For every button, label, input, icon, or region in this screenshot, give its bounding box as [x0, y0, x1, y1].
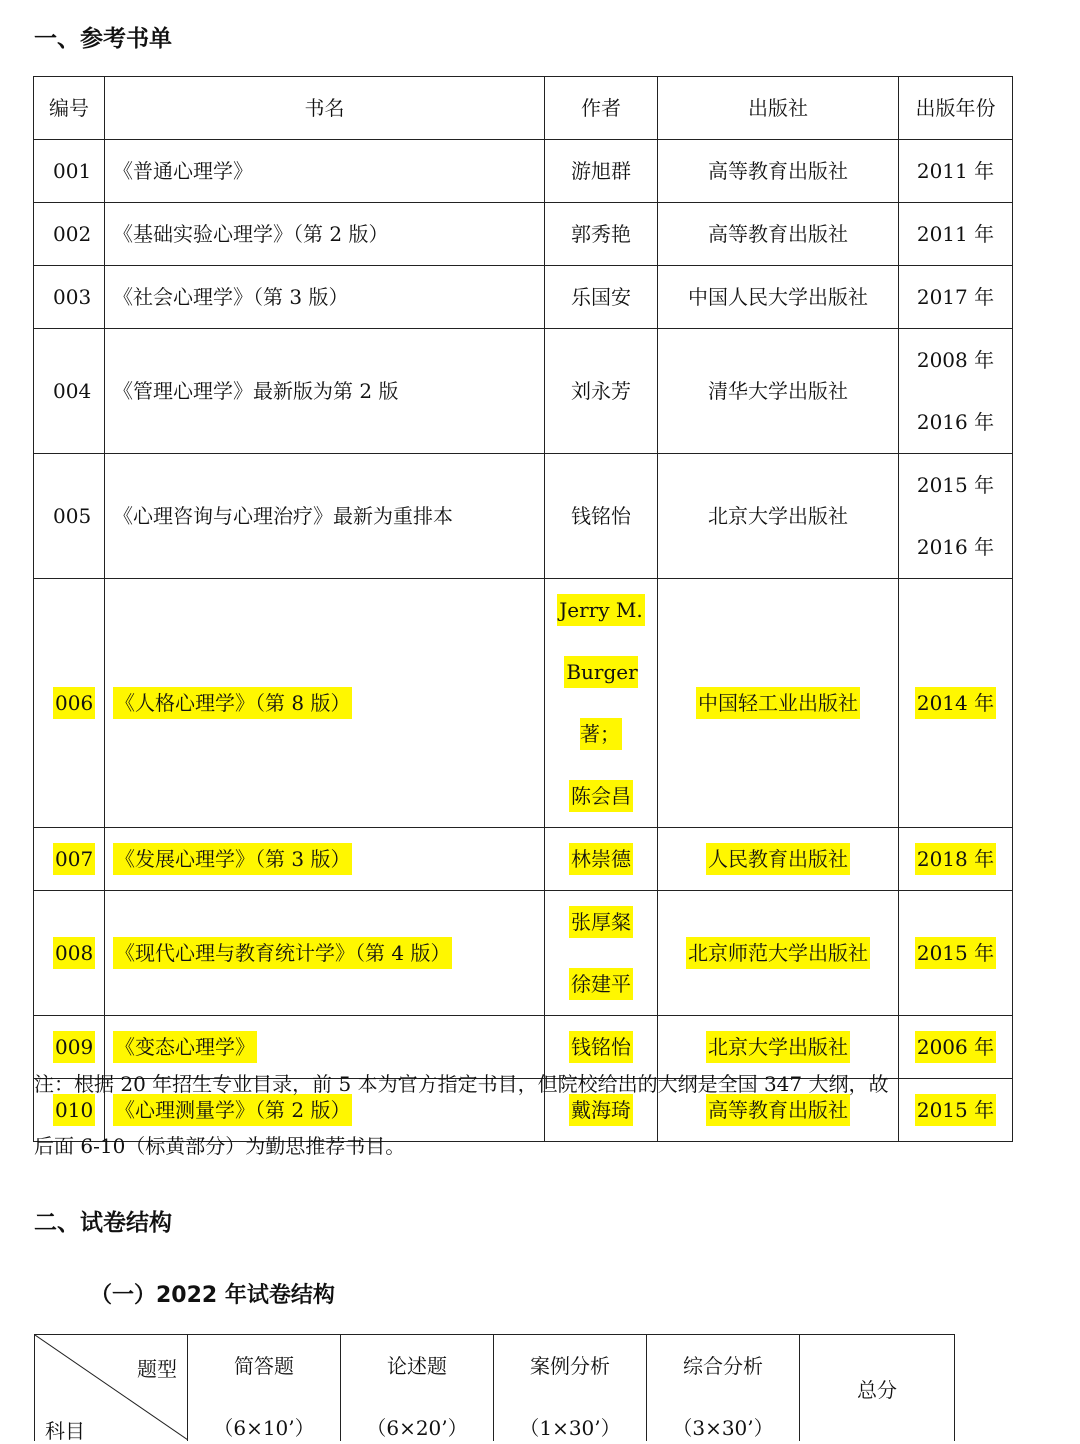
col-detail: （3×30’） [672, 1416, 774, 1440]
cell-text: 高等教育出版社 [706, 1094, 850, 1126]
col-detail: （6×10’） [213, 1416, 315, 1440]
col-case-analysis [494, 1335, 647, 1442]
col-comprehensive [647, 1335, 800, 1442]
booklist-body [34, 140, 1013, 1142]
note-line-2: 后面 6-10（标黄部分）为勤思推荐书目。 [34, 1134, 406, 1158]
header-author: 作者 [545, 77, 658, 140]
cell-text: 徐建平 [569, 968, 633, 1000]
cell-text: 006 [53, 687, 95, 719]
cell-text: 010 [53, 1094, 95, 1126]
cell-text: 《社会心理学》（第 3 版） [113, 285, 349, 309]
cell-publisher [658, 266, 899, 329]
cell-text: 2016 年 [916, 410, 995, 434]
cell-text: 北京师范大学出版社 [686, 937, 870, 969]
cell-author [545, 203, 658, 266]
cell-author [545, 454, 658, 579]
table-header-row [34, 77, 1013, 140]
cell-text: 002 [53, 222, 92, 246]
cell-year [899, 454, 1013, 579]
cell-text: 钱铭怡 [571, 504, 631, 528]
cell-line [545, 579, 657, 641]
cell-text: 郭秀艳 [571, 222, 631, 246]
subsection-title-2022: （一）2022 年试卷结构 [90, 1283, 335, 1308]
cell-text: 005 [53, 504, 92, 528]
cell-text: 乐国安 [571, 285, 631, 309]
cell-text: 2018 年 [915, 843, 996, 875]
cell-text: 《管理心理学》最新版为第 2 版 [113, 379, 399, 403]
cell-text: Jerry M. [557, 594, 644, 626]
cell-text: 2006 年 [915, 1031, 996, 1063]
cell-text: 007 [53, 843, 95, 875]
col-detail: （1×30’） [519, 1416, 621, 1440]
table-row [34, 579, 1013, 828]
cell-year [899, 579, 1013, 828]
cell-author [545, 329, 658, 454]
cell-text: 《现代心理与教育统计学》（第 4 版） [113, 937, 452, 969]
cell-text: 《变态心理学》 [113, 1031, 257, 1063]
cell-line [545, 953, 657, 1015]
cell-author [545, 579, 658, 828]
cell-line [899, 391, 1012, 453]
exam-structure-table [34, 1334, 955, 1441]
col-essay [341, 1335, 494, 1442]
cell-title [105, 828, 545, 891]
cell-line [545, 891, 657, 953]
corner-cell [35, 1335, 188, 1442]
cell-text: 陈会昌 [569, 780, 633, 812]
cell-text: 2017 年 [916, 285, 995, 309]
cell-text: 游旭群 [571, 159, 631, 183]
cell-title [105, 891, 545, 1016]
cell-text: 004 [53, 379, 92, 403]
col-short-answer [188, 1335, 341, 1442]
cell-text: 中国人民大学出版社 [688, 285, 868, 309]
cell-text: 《心理测量学》（第 2 版） [113, 1094, 352, 1126]
cell-id [34, 203, 105, 266]
cell-author [545, 891, 658, 1016]
cell-text: 戴海琦 [569, 1094, 633, 1126]
cell-text: 中国轻工业出版社 [696, 687, 860, 719]
cell-text: 2011 年 [916, 159, 995, 183]
exam-header-row [35, 1335, 955, 1442]
cell-text: 《人格心理学》（第 8 版） [113, 687, 352, 719]
cell-text: 001 [53, 159, 92, 183]
cell-line [545, 765, 657, 827]
table-row [34, 203, 1013, 266]
cell-text: 2014 年 [915, 687, 996, 719]
cell-title [105, 579, 545, 828]
header-year: 出版年份 [899, 77, 1013, 140]
cell-title [105, 140, 545, 203]
col-label: 论述题 [387, 1354, 447, 1378]
table-row [34, 140, 1013, 203]
cell-line [899, 454, 1012, 516]
section-title-exam: 二、试卷结构 [34, 1210, 172, 1236]
table-row [34, 828, 1013, 891]
cell-publisher [658, 891, 899, 1016]
header-title: 书名 [105, 77, 545, 140]
cell-text: 刘永芳 [571, 379, 631, 403]
cell-id [34, 579, 105, 828]
cell-text: 北京大学出版社 [708, 504, 848, 528]
cell-line [899, 516, 1012, 578]
cell-year [899, 329, 1013, 454]
cell-publisher [658, 140, 899, 203]
cell-publisher [658, 454, 899, 579]
cell-text: 008 [53, 937, 95, 969]
cell-text: 《普通心理学》 [113, 159, 253, 183]
note-line-1: 注：根据 20 年招生专业目录，前 5 本为官方指定书目，但院校给出的大纲是全国 347 大纲，故 [34, 1072, 889, 1096]
cell-title [105, 266, 545, 329]
cell-text: 003 [53, 285, 92, 309]
cell-text: 2011 年 [916, 222, 995, 246]
cell-text: 高等教育出版社 [708, 222, 848, 246]
col-detail: （6×20’） [366, 1416, 468, 1440]
cell-text: 009 [53, 1031, 95, 1063]
cell-text: 2015 年 [915, 937, 996, 969]
cell-text: 清华大学出版社 [708, 379, 848, 403]
cell-publisher [658, 203, 899, 266]
cell-text: 林崇德 [569, 843, 633, 875]
table-row [34, 891, 1013, 1016]
corner-label-type: 题型 [137, 1357, 177, 1381]
cell-text: 人民教育出版社 [706, 843, 850, 875]
cell-text: 《基础实验心理学》（第 2 版） [113, 222, 389, 246]
cell-id [34, 891, 105, 1016]
cell-text: 2015 年 [915, 1094, 996, 1126]
col-label: 综合分析 [683, 1354, 763, 1378]
table-row [34, 329, 1013, 454]
header-id: 编号 [34, 77, 105, 140]
cell-text: 钱铭怡 [569, 1031, 633, 1063]
cell-id [34, 828, 105, 891]
table-row [34, 266, 1013, 329]
cell-text: 2008 年 [916, 348, 995, 372]
cell-year [899, 1016, 1013, 1079]
cell-title [105, 203, 545, 266]
table-row [34, 454, 1013, 579]
cell-author [545, 266, 658, 329]
cell-line [899, 329, 1012, 391]
cell-publisher [658, 329, 899, 454]
col-label: 简答题 [234, 1354, 294, 1378]
cell-year [899, 266, 1013, 329]
cell-publisher [658, 828, 899, 891]
cell-year [899, 891, 1013, 1016]
cell-text: 《心理咨询与心理治疗》最新为重排本 [113, 504, 453, 528]
col-label: 案例分析 [530, 1354, 610, 1378]
section-title-booklist: 一、参考书单 [34, 26, 172, 52]
cell-year [899, 1079, 1013, 1142]
booklist-table [33, 76, 1013, 1142]
cell-publisher [658, 579, 899, 828]
corner-label-subject: 科目 [45, 1419, 85, 1443]
cell-text: 2015 年 [916, 473, 995, 497]
cell-title [105, 329, 545, 454]
cell-id [34, 454, 105, 579]
cell-year [899, 140, 1013, 203]
cell-year [899, 828, 1013, 891]
cell-id [34, 266, 105, 329]
cell-text: 北京大学出版社 [706, 1031, 850, 1063]
cell-id [34, 329, 105, 454]
cell-text: 2016 年 [916, 535, 995, 559]
cell-author [545, 828, 658, 891]
cell-text: Burger 著； [564, 656, 637, 750]
cell-year [899, 203, 1013, 266]
cell-text: 《发展心理学》（第 3 版） [113, 843, 352, 875]
cell-text: 张厚粲 [569, 906, 633, 938]
cell-text: 高等教育出版社 [708, 159, 848, 183]
cell-line [545, 641, 657, 765]
cell-id [34, 140, 105, 203]
col-total: 总分 [800, 1335, 955, 1442]
cell-author [545, 140, 658, 203]
header-publisher: 出版社 [658, 77, 899, 140]
cell-title [105, 454, 545, 579]
